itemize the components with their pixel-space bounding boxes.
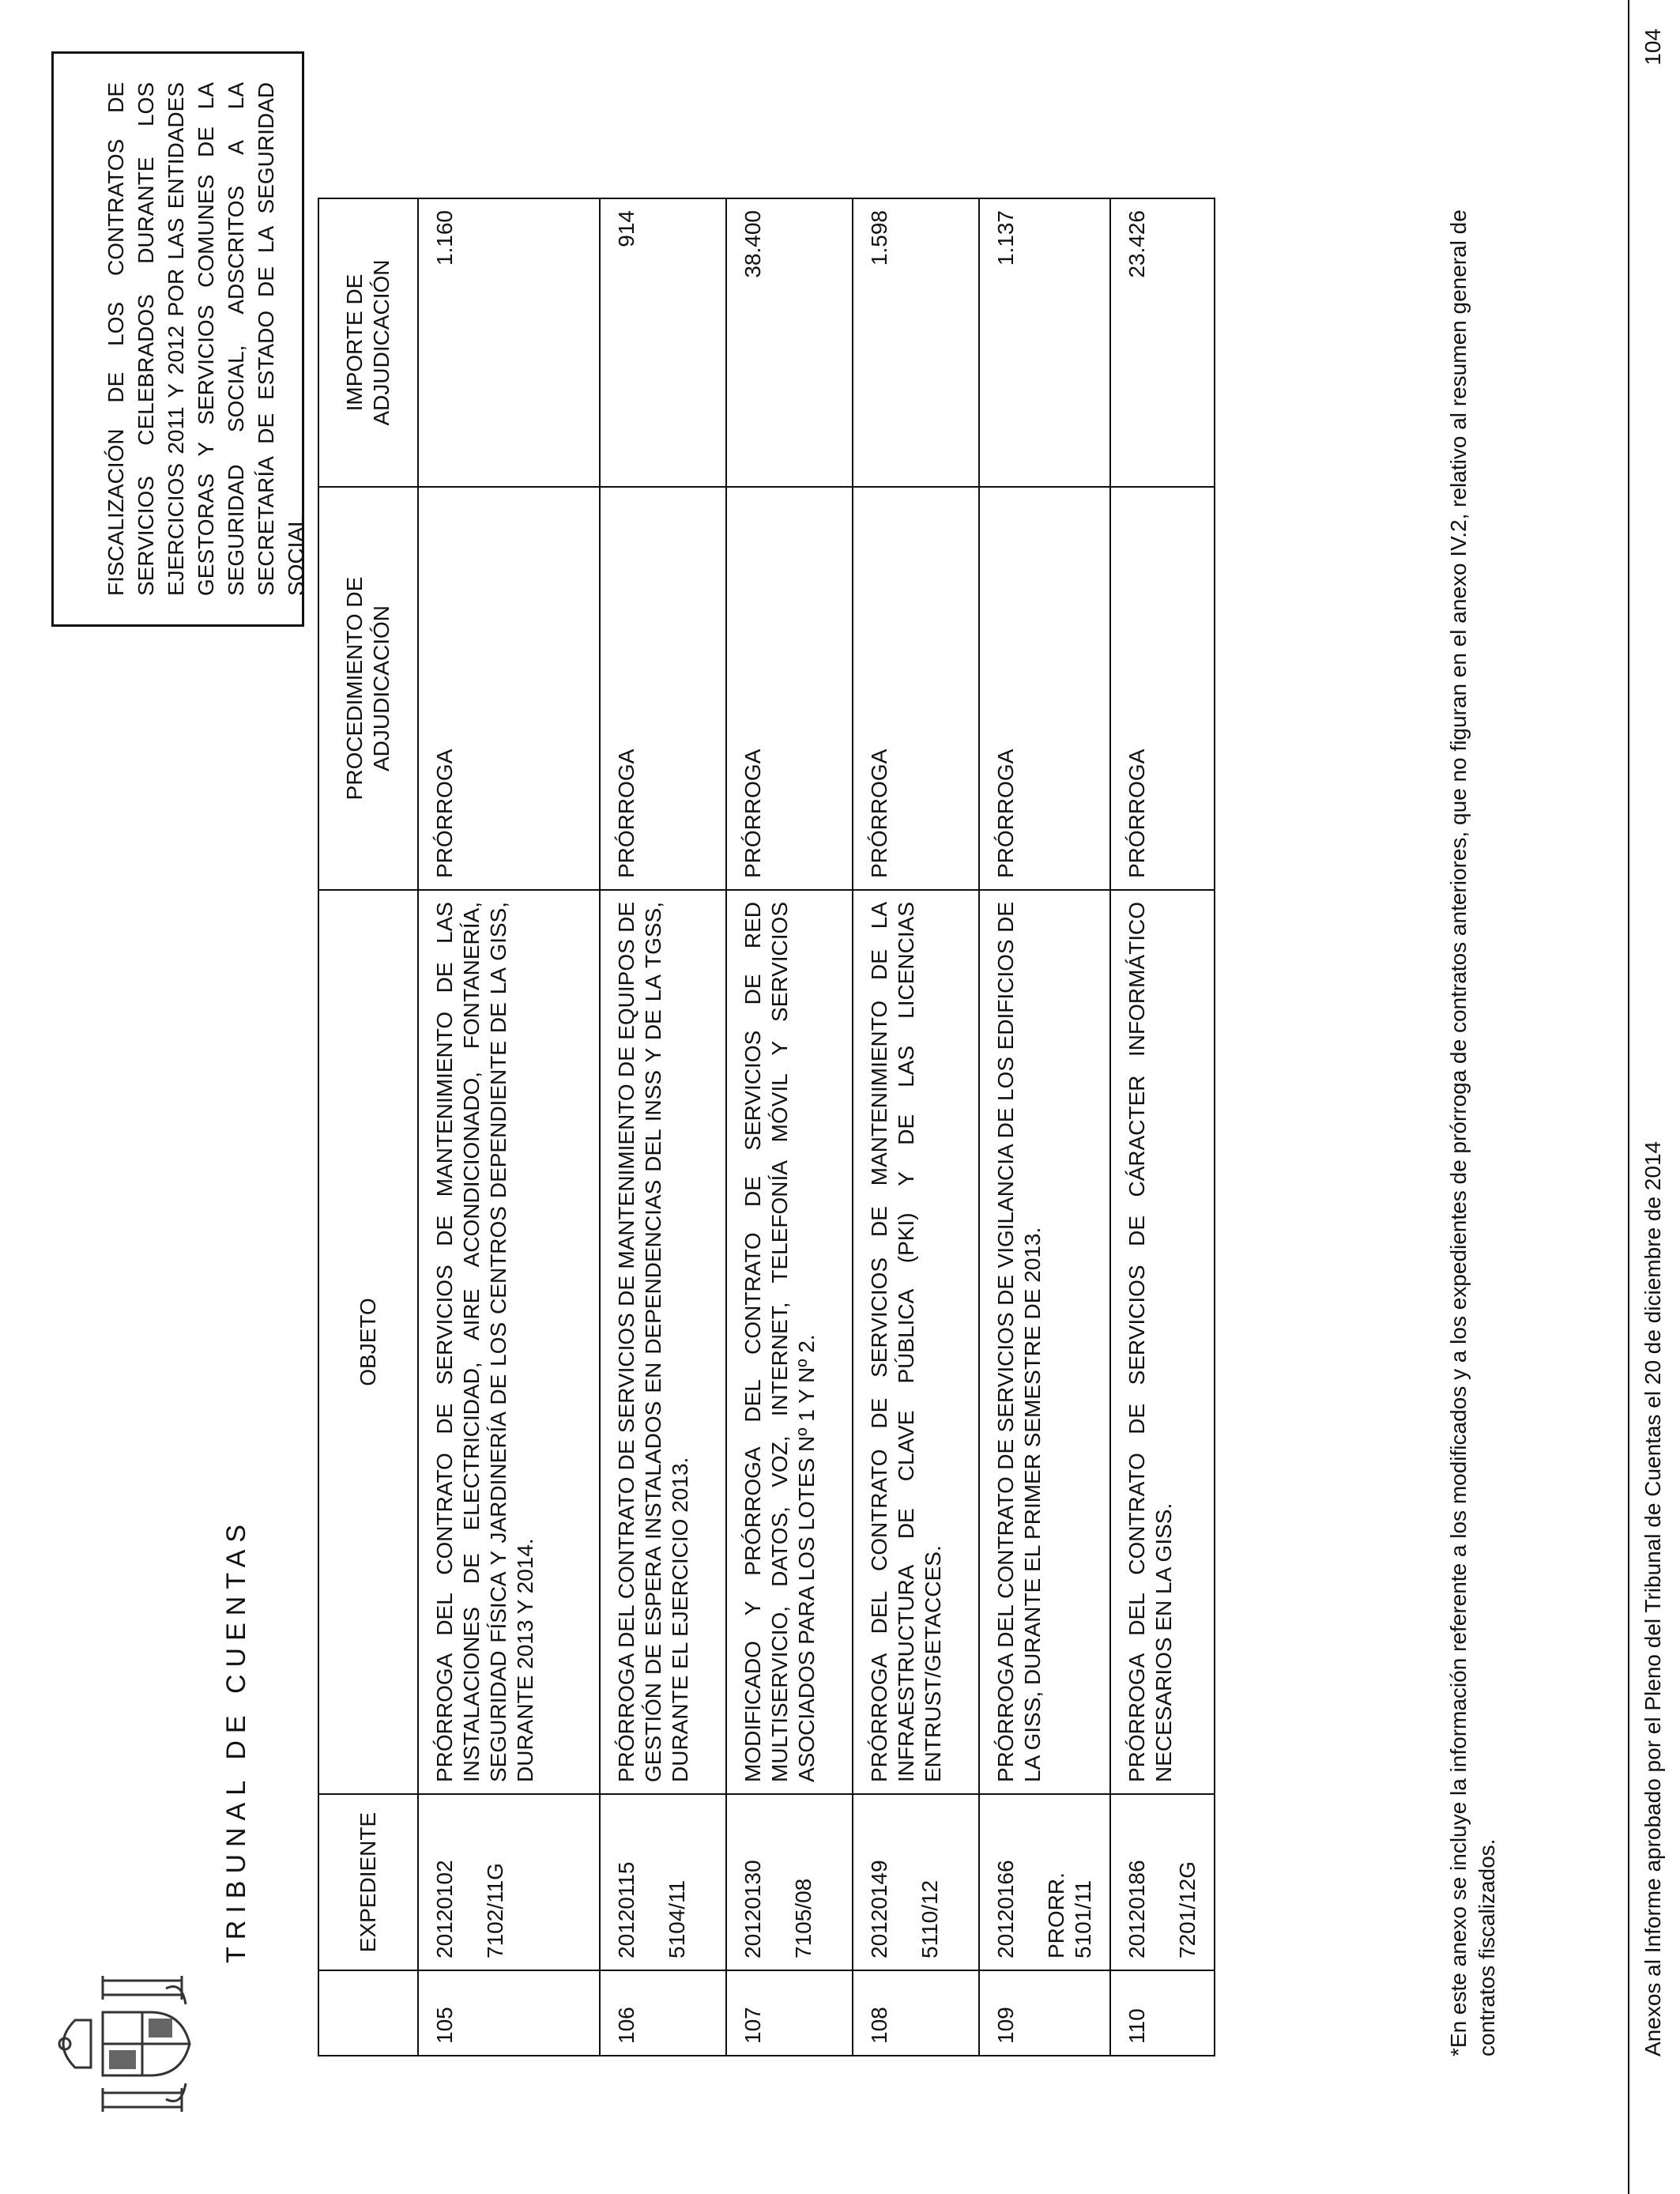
page-number: 104 — [1640, 28, 1665, 66]
table-row — [853, 198, 979, 2056]
row-procedimiento: PRÓRROGA — [979, 487, 1110, 890]
report-title-box — [51, 51, 308, 627]
row-number: 105 — [418, 1970, 600, 2056]
table-row — [600, 198, 726, 2056]
row-expediente — [726, 1794, 853, 1970]
row-objeto: MODIFICADO Y PRÓRROGA DEL CONTRATO DE SERVICIOS DE RED MULTISERVICIO, DATOS, VOZ, INTERNET, TELEFONÍA MÓVIL Y SERVICIOS ASOCIADOS PARA LOS LOTES Nº 1 Y Nº 2. — [726, 890, 853, 1794]
table-row — [979, 198, 1110, 2056]
expediente-ref: PRORR. 5101/11 — [1044, 1872, 1095, 1958]
col-header-procedimiento: PROCEDIMIENTO DE ADJUDICACIÓN — [318, 487, 418, 890]
row-importe: 1.137 — [979, 198, 1110, 487]
expediente-code: 20120166 — [993, 1860, 1018, 1958]
col-header-objeto: OBJETO — [318, 890, 418, 1794]
footer-text: Anexos al Informe aprobado por el Pleno del Tribunal de Cuentas el 20 de diciembre de 2014 — [1640, 1140, 1665, 2056]
col-header-expediente: EXPEDIENTE — [318, 1794, 418, 1970]
row-expediente — [1110, 1794, 1215, 1970]
row-objeto: PRÓRROGA DEL CONTRATO DE SERVICIOS DE VIGILANCIA DE LOS EDIFICIOS DE LA GISS, DURANTE EL PRIMER SEMESTRE DE 2013. — [979, 890, 1110, 1794]
organization-name: TRIBUNAL DE CUENTAS — [221, 1517, 251, 1963]
expediente-ref: 7201/12G — [1175, 1861, 1200, 1958]
row-number: 107 — [726, 1970, 853, 2056]
row-procedimiento: PRÓRROGA — [853, 487, 979, 890]
expediente-code: 20120130 — [740, 1860, 765, 1958]
row-objeto: PRÓRROGA DEL CONTRATO DE SERVICIOS DE MANTENIMIENTO DE LA INFRAESTRUCTURA DE CLAVE PÚBLICA (PKI) Y DE LAS LICENCIAS ENTRUST/GETACCES. — [853, 890, 979, 1794]
row-objeto: PRÓRROGA DEL CONTRATO DE SERVICIOS DE CÁRACTER INFORMÁTICO NECESARIOS EN LA GISS. — [1110, 890, 1215, 1794]
row-expediente — [979, 1794, 1110, 1970]
row-procedimiento: PRÓRROGA — [1110, 487, 1215, 890]
report-title: FISCALIZACIÓN DE LOS CONTRATOS DE SERVICIOS CELEBRADOS DURANTE LOS EJERCICIOS 2011 Y 2012 POR LAS ENTIDADES GESTORAS Y SERVICIOS COMUNES DE LA SEGURIDAD SOCIAL, ADSCRITOS A LA SECRETARÍA DE ESTADO DE LA SEGURIDAD SOCIAL — [104, 82, 308, 596]
row-expediente — [418, 1794, 600, 1970]
expediente-ref: 5110/12 — [917, 1879, 942, 1958]
expediente-code: 20120115 — [614, 1861, 638, 1958]
expediente-ref: 5104/11 — [665, 1879, 689, 1958]
coat-of-arms-logo — [47, 1965, 205, 2123]
table-row — [726, 198, 853, 2056]
row-number: 110 — [1110, 1970, 1215, 2056]
col-header-importe: IMPORTE DE ADJUDICACIÓN — [318, 198, 418, 487]
row-importe: 914 — [600, 198, 726, 487]
table-header-row — [318, 198, 418, 2056]
table-row — [1110, 198, 1215, 2056]
row-importe: 38.400 — [726, 198, 853, 487]
row-number: 109 — [979, 1970, 1110, 2056]
expediente-code: 20120149 — [867, 1860, 891, 1958]
footnote: *En este anexo se incluye la información referente a los modificados y a los expedientes de prórroga de contratos anteriores, que no figuran en el anexo IV.2, relativo al resumen general de contratos fiscalizados. — [1446, 209, 1499, 2056]
row-number: 108 — [853, 1970, 979, 2056]
expediente-code: 20120102 — [432, 1860, 457, 1958]
row-objeto: PRÓRROGA DEL CONTRATO DE SERVICIOS DE MANTENIMIENTO DE EQUIPOS DE GESTIÓN DE ESPERA INSTALADOS EN DEPENDENCIAS DEL INSS Y DE LA TGSS, DURANTE EL EJERCICIO 2013. — [600, 890, 726, 1794]
contracts-table — [318, 198, 1215, 2056]
expediente-ref: 7105/08 — [791, 1878, 816, 1958]
expediente-code: 20120186 — [1124, 1860, 1149, 1958]
col-header-number — [318, 1970, 418, 2056]
row-procedimiento: PRÓRROGA — [600, 487, 726, 890]
expediente-ref: 7102/11G — [483, 1863, 507, 1958]
footer-rule — [1628, 0, 1629, 2194]
row-objeto: PRÓRROGA DEL CONTRATO DE SERVICIOS DE MANTENIMIENTO DE LAS INSTALACIONES DE ELECTRICIDAD, AIRE ACONDICIONADO, FONTANERÍA, SEGURIDAD FÍSICA Y JARDINERÍA DE LOS CENTROS DEPENDIENTE DE LA GISS, DURANTE 2013 Y 2014. — [418, 890, 600, 1794]
row-procedimiento: PRÓRROGA — [418, 487, 600, 890]
row-number: 106 — [600, 1970, 726, 2056]
row-procedimiento: PRÓRROGA — [726, 487, 853, 890]
row-importe: 1.160 — [418, 198, 600, 487]
row-expediente — [853, 1794, 979, 1970]
table-row — [418, 198, 600, 2056]
row-expediente — [600, 1794, 726, 1970]
row-importe: 23.426 — [1110, 198, 1215, 487]
row-importe: 1.598 — [853, 198, 979, 487]
